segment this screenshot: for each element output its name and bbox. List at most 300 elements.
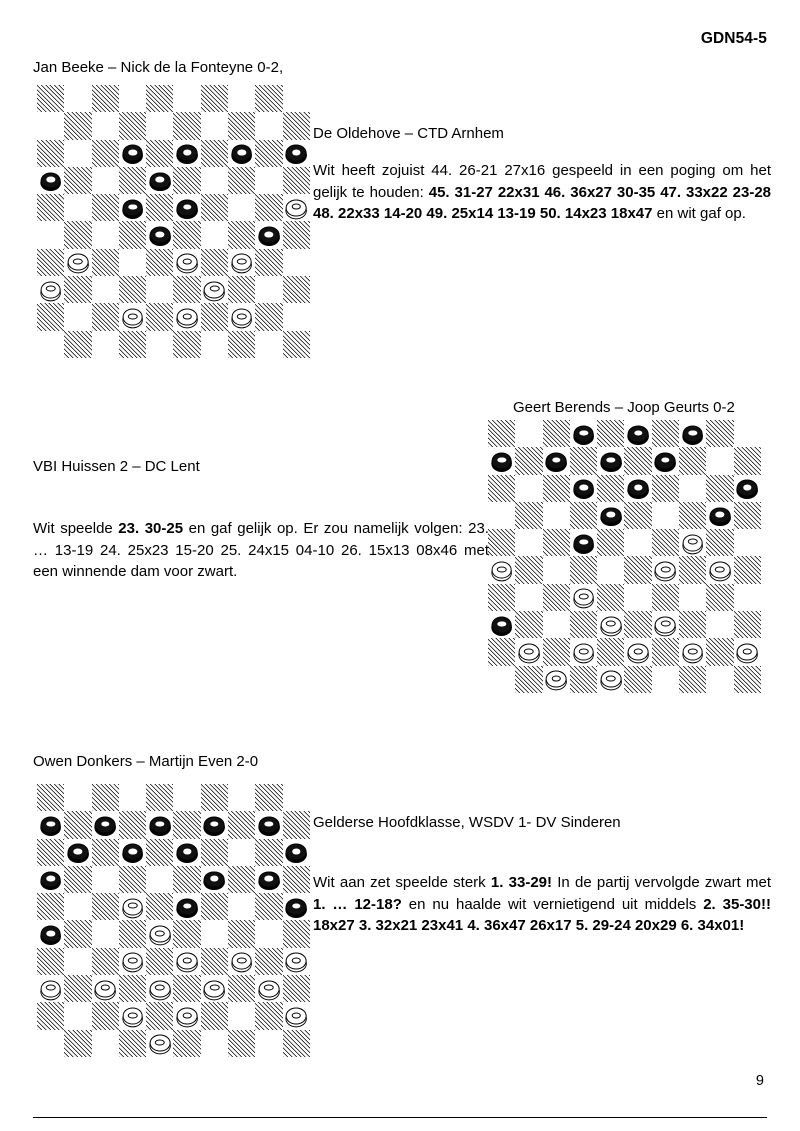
board-square (515, 666, 542, 693)
board-square (734, 447, 761, 474)
board-square (255, 331, 282, 358)
board-square (706, 666, 733, 693)
white-piece (546, 671, 567, 688)
board-square (146, 221, 173, 248)
board-square (228, 276, 255, 303)
black-piece (655, 452, 676, 469)
board-square (679, 475, 706, 502)
board-square (146, 893, 173, 920)
board-square (624, 502, 651, 529)
board-square (228, 85, 255, 112)
board-square (119, 1030, 146, 1057)
board-square (228, 331, 255, 358)
black-piece (259, 871, 280, 888)
board-square (173, 140, 200, 167)
black-piece (231, 145, 252, 162)
board-square (64, 839, 91, 866)
board-square (515, 475, 542, 502)
white-piece (122, 309, 143, 326)
board-square (173, 249, 200, 276)
board-square (679, 638, 706, 665)
board-square (64, 112, 91, 139)
board-square (119, 975, 146, 1002)
board-square (597, 420, 624, 447)
white-piece (286, 1008, 307, 1025)
board-square (515, 611, 542, 638)
board-square (119, 140, 146, 167)
board-square (283, 893, 310, 920)
board-square (228, 1030, 255, 1057)
board-square (283, 784, 310, 811)
white-piece (286, 953, 307, 970)
board-square (228, 167, 255, 194)
board-square (201, 1030, 228, 1057)
board-square (64, 893, 91, 920)
board-square (706, 584, 733, 611)
white-piece (600, 671, 621, 688)
white-piece (177, 1008, 198, 1025)
draughts-board-donkers-even (37, 784, 310, 1057)
match-caption-berends-geurts: Geert Berends – Joop Geurts 0-2 (513, 399, 735, 416)
board-square (201, 331, 228, 358)
board-square (283, 331, 310, 358)
white-piece (204, 281, 225, 298)
analysis-run: Wit aan zet speelde sterk (313, 874, 491, 891)
board-square (597, 502, 624, 529)
board-square (488, 638, 515, 665)
board-square (543, 502, 570, 529)
analysis-text-berends-geurts (33, 518, 489, 583)
board-square (92, 331, 119, 358)
white-piece (177, 953, 198, 970)
board-square (488, 556, 515, 583)
board-square (37, 866, 64, 893)
analysis-run: en gaf gelijk op. Er zou namelijk volgen: 23. … 13-19 24. 25x23 15-20 25. 24x15 04-10 26. 15x13 08x46 met een winnende dam voor zwart. (33, 520, 489, 580)
board-square (624, 611, 651, 638)
board-square (201, 975, 228, 1002)
black-piece (177, 199, 198, 216)
board-square (228, 784, 255, 811)
analysis-run: 45. 31-27 22x31 46. 36x27 30-35 47. 33x22 23-28 48. 22x33 14-20 49. 25x14 13-19 50. 14x23 18x47 (313, 183, 772, 222)
board-square (146, 839, 173, 866)
board-square (543, 529, 570, 556)
board-square (283, 85, 310, 112)
board-square (734, 611, 761, 638)
board-square (488, 584, 515, 611)
board-square (488, 475, 515, 502)
board-square (64, 194, 91, 221)
club-caption-gelderse-hoofdklasse: Gelderse Hoofdklasse, WSDV 1- DV Sinderen (313, 814, 621, 831)
board-square (37, 1030, 64, 1057)
black-piece (600, 507, 621, 524)
analysis-run: en nu haalde wit vernietigend uit middels (401, 895, 704, 913)
board-square (255, 167, 282, 194)
board-square (92, 811, 119, 838)
document-code-header: GDN54-5 (700, 30, 767, 47)
black-piece (177, 898, 198, 915)
board-square (228, 948, 255, 975)
board-square (64, 1030, 91, 1057)
white-piece (149, 926, 170, 943)
board-square (92, 893, 119, 920)
board-square (64, 303, 91, 330)
board-square (255, 811, 282, 838)
board-square (201, 303, 228, 330)
board-square (283, 839, 310, 866)
black-piece (122, 844, 143, 861)
board-square (734, 556, 761, 583)
black-piece (573, 480, 594, 497)
black-piece (177, 145, 198, 162)
white-piece (231, 953, 252, 970)
board-square (173, 866, 200, 893)
board-square (37, 839, 64, 866)
board-square (146, 249, 173, 276)
white-piece (68, 254, 89, 271)
white-piece (737, 644, 758, 661)
analysis-run: Wit heeft zojuist 44. 26-21 27x16 gespeeld in een poging om het gelijk te houden: (313, 162, 771, 201)
board-square (624, 529, 651, 556)
black-piece (68, 844, 89, 861)
board-square (283, 140, 310, 167)
white-piece (122, 1008, 143, 1025)
board-square (652, 611, 679, 638)
board-square (255, 85, 282, 112)
board-square (652, 447, 679, 474)
board-square (543, 638, 570, 665)
board-square (201, 784, 228, 811)
board-square (543, 447, 570, 474)
board-square (624, 420, 651, 447)
board-square (570, 447, 597, 474)
board-square (255, 303, 282, 330)
board-square (624, 666, 651, 693)
board-square (255, 249, 282, 276)
board-square (597, 611, 624, 638)
board-square (173, 194, 200, 221)
analysis-run: 1. … 12-18? (313, 895, 402, 913)
board-square (255, 893, 282, 920)
board-square (570, 556, 597, 583)
board-square (146, 1030, 173, 1057)
black-piece (204, 816, 225, 833)
white-piece (149, 1035, 170, 1052)
board-square (255, 194, 282, 221)
board-square (119, 893, 146, 920)
white-piece (122, 953, 143, 970)
board-square (570, 420, 597, 447)
board-square (624, 556, 651, 583)
board-square (92, 221, 119, 248)
board-square (173, 1030, 200, 1057)
board-square (706, 420, 733, 447)
white-piece (491, 562, 512, 579)
black-piece (573, 534, 594, 551)
board-square (201, 839, 228, 866)
white-piece (231, 309, 252, 326)
board-square (173, 221, 200, 248)
board-square (543, 556, 570, 583)
board-square (706, 556, 733, 583)
board-square (255, 920, 282, 947)
board-square (228, 303, 255, 330)
board-square (283, 1002, 310, 1029)
board-square (283, 975, 310, 1002)
black-piece (628, 425, 649, 442)
board-square (173, 331, 200, 358)
black-piece (40, 926, 61, 943)
board-square (201, 893, 228, 920)
board-square (173, 893, 200, 920)
board-square (201, 85, 228, 112)
board-square (37, 784, 64, 811)
board-square (64, 975, 91, 1002)
board-square (283, 276, 310, 303)
board-square (119, 948, 146, 975)
board-square (92, 194, 119, 221)
board-square (597, 447, 624, 474)
board-square (64, 331, 91, 358)
white-piece (682, 644, 703, 661)
board-square (283, 811, 310, 838)
board-square (228, 839, 255, 866)
board-square (201, 221, 228, 248)
board-square (201, 140, 228, 167)
board-square (92, 784, 119, 811)
analysis-run: en wit gaf op. (652, 205, 746, 222)
board-square (37, 920, 64, 947)
board-square (488, 502, 515, 529)
board-square (201, 249, 228, 276)
board-square (679, 611, 706, 638)
board-square (119, 221, 146, 248)
black-piece (600, 452, 621, 469)
black-piece (628, 480, 649, 497)
board-square (679, 447, 706, 474)
board-square (146, 975, 173, 1002)
board-square (146, 866, 173, 893)
board-square (734, 638, 761, 665)
board-square (64, 866, 91, 893)
board-square (679, 420, 706, 447)
board-square (146, 85, 173, 112)
board-square (652, 666, 679, 693)
board-square (734, 529, 761, 556)
board-square (92, 1030, 119, 1057)
board-square (37, 221, 64, 248)
board-square (37, 975, 64, 1002)
analysis-run: In de partij vervolgde zwart met (552, 874, 771, 891)
board-square (92, 866, 119, 893)
black-piece (737, 480, 758, 497)
black-piece (491, 616, 512, 633)
board-square (119, 920, 146, 947)
black-piece (149, 227, 170, 244)
board-square (64, 85, 91, 112)
board-square (92, 920, 119, 947)
board-square (255, 276, 282, 303)
black-piece (491, 452, 512, 469)
board-square (652, 556, 679, 583)
board-square (706, 475, 733, 502)
white-piece (600, 616, 621, 633)
black-piece (149, 816, 170, 833)
analysis-run: 1. 33-29! (490, 874, 553, 891)
board-square (119, 194, 146, 221)
board-square (228, 221, 255, 248)
board-square (119, 331, 146, 358)
black-piece (177, 844, 198, 861)
board-square (92, 276, 119, 303)
board-square (255, 1002, 282, 1029)
board-square (37, 167, 64, 194)
board-square (228, 1002, 255, 1029)
board-square (652, 420, 679, 447)
board-square (543, 475, 570, 502)
board-square (201, 920, 228, 947)
board-square (64, 140, 91, 167)
board-square (64, 811, 91, 838)
board-square (652, 529, 679, 556)
board-square (734, 584, 761, 611)
board-square (679, 529, 706, 556)
board-square (652, 584, 679, 611)
board-square (173, 1002, 200, 1029)
board-square (146, 167, 173, 194)
board-square (92, 839, 119, 866)
board-square (679, 502, 706, 529)
board-square (37, 276, 64, 303)
board-square (597, 529, 624, 556)
white-piece (231, 254, 252, 271)
black-piece (573, 425, 594, 442)
white-piece (710, 562, 731, 579)
board-square (37, 1002, 64, 1029)
board-square (92, 249, 119, 276)
draughts-board-beeke-fonteyne (37, 85, 310, 358)
board-square (255, 112, 282, 139)
board-square (488, 611, 515, 638)
board-square (201, 112, 228, 139)
board-square (64, 920, 91, 947)
white-piece (573, 589, 594, 606)
black-piece (122, 199, 143, 216)
board-square (570, 502, 597, 529)
board-square (92, 140, 119, 167)
board-square (679, 556, 706, 583)
board-square (543, 611, 570, 638)
black-piece (149, 172, 170, 189)
board-square (119, 112, 146, 139)
black-piece (95, 816, 116, 833)
board-square (488, 529, 515, 556)
white-piece (519, 644, 540, 661)
club-caption-huissen-lent: VBI Huissen 2 – DC Lent (33, 458, 200, 475)
white-piece (573, 644, 594, 661)
white-piece (177, 254, 198, 271)
board-square (173, 85, 200, 112)
draughts-board-berends-geurts (488, 420, 761, 693)
board-square (228, 975, 255, 1002)
board-square (543, 420, 570, 447)
board-square (597, 584, 624, 611)
black-piece (40, 172, 61, 189)
board-square (228, 140, 255, 167)
board-square (515, 420, 542, 447)
board-square (228, 893, 255, 920)
board-square (570, 611, 597, 638)
board-square (283, 920, 310, 947)
board-square (228, 194, 255, 221)
black-piece (204, 871, 225, 888)
board-square (119, 276, 146, 303)
white-piece (40, 980, 61, 997)
board-square (624, 638, 651, 665)
black-piece (286, 898, 307, 915)
board-square (173, 811, 200, 838)
board-square (64, 249, 91, 276)
board-square (283, 303, 310, 330)
board-square (543, 666, 570, 693)
board-square (283, 112, 310, 139)
board-square (515, 638, 542, 665)
board-square (597, 666, 624, 693)
board-square (119, 249, 146, 276)
board-square (173, 167, 200, 194)
board-square (146, 331, 173, 358)
board-square (119, 303, 146, 330)
board-square (734, 502, 761, 529)
board-square (515, 529, 542, 556)
board-square (37, 85, 64, 112)
board-square (92, 1002, 119, 1029)
board-square (201, 167, 228, 194)
board-square (570, 638, 597, 665)
board-square (652, 502, 679, 529)
board-square (64, 948, 91, 975)
white-piece (286, 199, 307, 216)
board-square (173, 276, 200, 303)
board-square (255, 975, 282, 1002)
board-square (283, 866, 310, 893)
board-square (283, 249, 310, 276)
board-square (283, 948, 310, 975)
black-piece (122, 145, 143, 162)
white-piece (204, 980, 225, 997)
analysis-text-beeke-fonteyne (313, 160, 771, 225)
board-square (37, 112, 64, 139)
board-square (255, 1030, 282, 1057)
board-square (255, 221, 282, 248)
black-piece (40, 871, 61, 888)
board-square (228, 249, 255, 276)
board-square (201, 194, 228, 221)
board-square (679, 584, 706, 611)
board-square (119, 1002, 146, 1029)
board-square (146, 811, 173, 838)
board-square (255, 140, 282, 167)
board-square (624, 584, 651, 611)
board-square (64, 1002, 91, 1029)
board-square (146, 948, 173, 975)
white-piece (122, 898, 143, 915)
black-piece (286, 145, 307, 162)
board-square (37, 893, 64, 920)
white-piece (628, 644, 649, 661)
board-square (173, 920, 200, 947)
white-piece (682, 534, 703, 551)
board-square (146, 1002, 173, 1029)
